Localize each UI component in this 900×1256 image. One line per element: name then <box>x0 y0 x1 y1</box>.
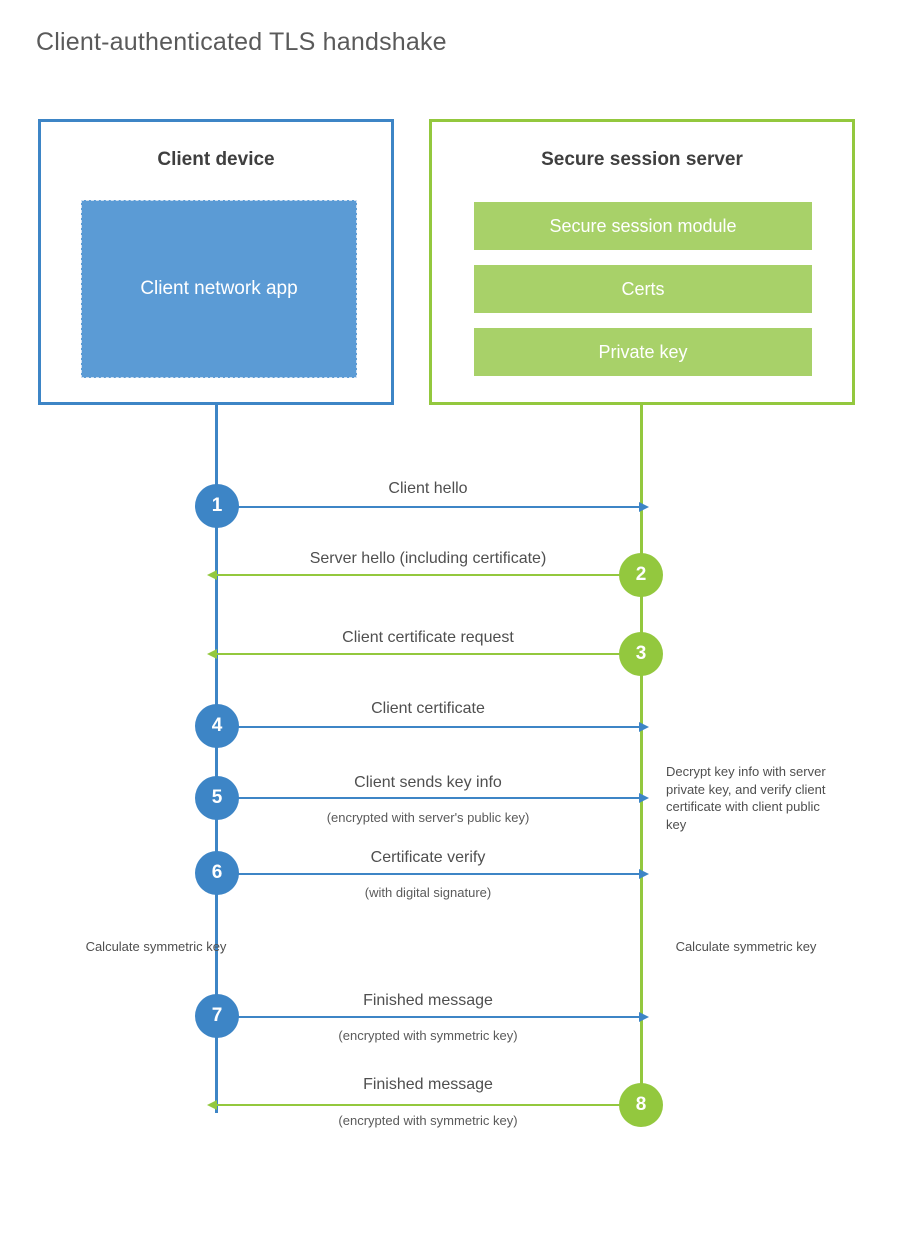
client-device-title: Client device <box>157 149 275 170</box>
label-step-3: Client certificate request <box>342 629 514 646</box>
note-server-calculate-symmetric-key: Calculate symmetric key <box>675 939 817 954</box>
arrowhead-right-icon <box>639 793 649 803</box>
server-component-certs: Certs <box>474 265 812 313</box>
label-step-7: Finished message <box>363 992 493 1009</box>
label-step-2: Server hello (including certificate) <box>309 550 547 567</box>
arrow-step-7 <box>216 1016 640 1018</box>
step-circle-4[interactable]: 4 <box>195 704 239 748</box>
sublabel-step-8: (encrypted with symmetric key) <box>338 1113 518 1128</box>
arrow-step-1 <box>216 506 640 508</box>
page-title: Client-authenticated TLS handshake <box>36 28 447 56</box>
step-circle-1[interactable]: 1 <box>195 484 239 528</box>
label-step-4: Client certificate <box>371 700 485 717</box>
label-step-5: Client sends key info <box>354 774 502 791</box>
arrowhead-left-icon <box>207 1100 217 1110</box>
arrow-step-4 <box>216 726 640 728</box>
client-network-app-block: Client network app <box>81 200 357 378</box>
label-step-6: Certificate verify <box>370 849 486 866</box>
sublabel-step-7: (encrypted with symmetric key) <box>338 1028 518 1043</box>
client-device-box <box>38 119 394 405</box>
server-component-secure-session-module: Secure session module <box>474 202 812 250</box>
sublabel-step-5: (encrypted with server's public key) <box>326 810 530 825</box>
label-step-8: Finished message <box>363 1076 493 1093</box>
arrowhead-left-icon <box>207 649 217 659</box>
label-step-1: Client hello <box>388 480 468 497</box>
server-components-list <box>474 202 812 391</box>
step-circle-6[interactable]: 6 <box>195 851 239 895</box>
arrow-step-2 <box>216 574 640 576</box>
step-circle-3[interactable]: 3 <box>619 632 663 676</box>
arrowhead-right-icon <box>639 722 649 732</box>
step-circle-8[interactable]: 8 <box>619 1083 663 1127</box>
step-circle-2[interactable]: 2 <box>619 553 663 597</box>
secure-session-server-box <box>429 119 855 405</box>
sublabel-step-6: (with digital signature) <box>364 885 492 900</box>
arrow-step-3 <box>216 653 640 655</box>
arrow-step-8 <box>216 1104 640 1106</box>
server-component-private-key: Private key <box>474 328 812 376</box>
step-circle-7[interactable]: 7 <box>195 994 239 1038</box>
note-server-decrypt: Decrypt key info with server private key, and verify client certificate with client public key <box>666 764 826 832</box>
arrowhead-right-icon <box>639 869 649 879</box>
arrowhead-right-icon <box>639 502 649 512</box>
arrowhead-left-icon <box>207 570 217 580</box>
arrow-step-5 <box>216 797 640 799</box>
secure-session-server-title: Secure session server <box>541 149 743 170</box>
note-client-calculate-symmetric-key: Calculate symmetric key <box>85 939 227 954</box>
step-circle-5[interactable]: 5 <box>195 776 239 820</box>
arrowhead-right-icon <box>639 1012 649 1022</box>
arrow-step-6 <box>216 873 640 875</box>
